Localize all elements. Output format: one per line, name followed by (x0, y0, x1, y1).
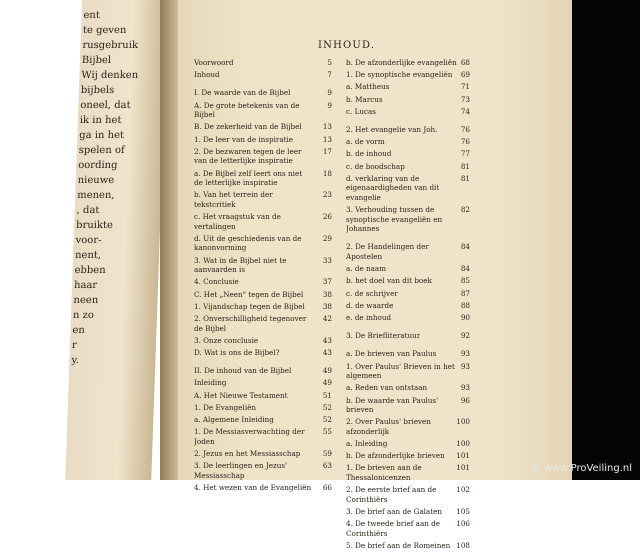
left-page-fragment: n zo (72, 310, 95, 321)
toc-entry-page: 37 (322, 277, 332, 287)
left-page-fragment: y. (71, 355, 80, 366)
toc-entry (346, 417, 470, 439)
toc-entry-label: a. de vorm (346, 137, 385, 147)
toc-entry-page: 102 (456, 485, 470, 495)
toc-entry-page: 49 (322, 366, 332, 376)
toc-entry (346, 276, 470, 288)
toc-entry-label: 1. Over Paulus' Brieven in het algemeen (346, 361, 455, 381)
toc-entry (194, 135, 332, 147)
toc-entry-label: c. de schrijver (346, 288, 398, 298)
toc-entry-label: 2. Onverschilligheid tegenover de Bijbel (194, 313, 307, 333)
toc-entry (194, 101, 332, 123)
toc-entry (194, 234, 332, 256)
toc-entry (194, 88, 332, 100)
toc-entry (346, 362, 470, 384)
left-page-fragment: ent (83, 10, 101, 21)
toc-entry (346, 439, 470, 451)
toc-entry-label: 2. De eerste brief aan de Corinthiërs (346, 485, 437, 504)
toc-entry-page: 29 (322, 233, 332, 243)
toc-entry (346, 82, 470, 94)
toc-entry-label: 2. Jezus en het Messiasschap (194, 448, 301, 458)
toc-entry-page: 42 (322, 313, 332, 323)
watermark: © www.ProVeiling.nl (530, 463, 632, 474)
toc-entry (194, 290, 332, 302)
left-page-fragment: Bijbel (81, 55, 112, 66)
toc-entry (346, 264, 470, 276)
toc-entry-page: 84 (460, 264, 470, 274)
toc-entry-label: b. De afzonderlijke brieven (346, 451, 445, 461)
toc-entry-page: 71 (460, 82, 470, 92)
toc-entry (346, 95, 470, 107)
toc-entry (194, 336, 332, 348)
toc-entry-label: b. Van het terrein der tekstcritiek (194, 190, 273, 209)
toc-entry (346, 541, 470, 553)
toc-entry-page: 81 (460, 173, 470, 183)
toc-entry-page: 63 (322, 461, 332, 471)
toc-entry-label: Inleiding (194, 378, 227, 388)
toc-entry-label: II. De inhoud van de Bijbel (194, 366, 292, 376)
toc-entry-label: d. de waarde (346, 300, 394, 310)
toc-entry-label: b. De waarde van Paulus' brieven (346, 395, 439, 415)
toc-entry (346, 313, 470, 325)
left-page (65, 0, 168, 480)
left-page-fragment: bijbels (80, 85, 115, 96)
left-page-fragment: Wij denken (81, 70, 139, 81)
toc-entry (194, 483, 332, 495)
toc-entry (194, 348, 332, 360)
toc-entry (194, 169, 332, 191)
toc-entry-label: 4. Het wezen van de Evangeliën (194, 482, 312, 492)
toc-entry-label: 1. De Messiasverwachting der Joden (194, 427, 305, 446)
toc-entry (194, 314, 332, 336)
toc-entry-page: 43 (322, 347, 332, 357)
toc-entry-page: 81 (460, 161, 470, 171)
toc-entry-label: 3. Verhouding tussen de synoptische evangeliën en Johannes (346, 205, 443, 234)
toc-entry-page: 93 (460, 383, 470, 393)
toc-entry-page: 68 (460, 58, 470, 67)
toc-entry-page: 17 (322, 146, 332, 156)
toc-entry (346, 137, 470, 149)
toc-entry-page: 82 (460, 205, 470, 215)
toc-entry-label: d. verklaring van de eigenaardigheden van dit evangelie (346, 173, 440, 202)
left-page-fragment: , dat (76, 205, 100, 216)
toc-entry-label: b. Marcus (346, 94, 383, 104)
toc-entry-page: 93 (460, 349, 470, 359)
toc-entry (194, 366, 332, 378)
left-page-fragment: menen, (76, 190, 115, 201)
toc-entry (346, 242, 470, 264)
toc-entry (194, 277, 332, 289)
toc-entry-label: a. Reden van ontstaan (346, 383, 428, 393)
toc-entry-page: 106 (456, 519, 470, 529)
toc-entry-label: A. De grote betekenis van de Bijbel (194, 100, 300, 120)
toc-entry (346, 125, 470, 137)
toc-entry-page: 5 (327, 58, 332, 67)
toc-entry (194, 403, 332, 415)
toc-entry-label: a. De Bijbel zelf leert ons niet de letterlijke inspiratie (194, 168, 303, 188)
toc-entry-page: 49 (322, 378, 332, 388)
toc-entry-label: I. De waarde van de Bijbel (194, 88, 291, 98)
toc-entry-label: B. De zekerheid van de Bijbel (194, 122, 302, 132)
toc-entry-page: 66 (322, 482, 332, 492)
toc-entry-label: a. Algemene Inleiding (194, 414, 274, 424)
toc-entry-page: 76 (460, 124, 470, 134)
toc-entry (194, 256, 332, 278)
toc-entry-page: 13 (322, 134, 332, 144)
toc-entry (194, 70, 332, 82)
toc-entry-page: 18 (322, 168, 332, 178)
toc-entry-label: b. de inhoud (346, 149, 392, 159)
toc-entry-label: a. de naam (346, 264, 387, 274)
toc-entry-page: 9 (327, 88, 332, 98)
toc-entry-page: 100 (456, 417, 470, 427)
toc-entry-label: 5. De brief aan de Romeinen (346, 540, 451, 550)
toc-entry-page: 108 (456, 540, 470, 550)
toc-entry-page: 38 (322, 301, 332, 311)
toc-entry (194, 58, 332, 70)
toc-entry (194, 147, 332, 169)
toc-entry (346, 349, 470, 361)
page-title: INHOUD. (318, 40, 376, 51)
toc-entry-page: 101 (456, 451, 470, 461)
toc-entry-label: 1. De leer van de inspiratie (194, 134, 294, 144)
left-page-fragment: te geven (82, 25, 127, 36)
toc-entry-page: 73 (460, 94, 470, 104)
left-page-fragment: nieuwe (77, 175, 115, 186)
toc-entry (346, 107, 470, 119)
left-page-fragment: nent, (74, 250, 102, 261)
left-page-fragment: spelen of (78, 145, 125, 156)
toc-entry-page: 13 (322, 122, 332, 132)
left-page-fragment: rusgebruik (82, 40, 139, 51)
toc-entry-page: 7 (327, 70, 332, 80)
toc-entry-page: 69 (460, 70, 470, 80)
toc-entry-page: 76 (460, 137, 470, 147)
toc-entry-label: A. Het Nieuwe Testament (194, 390, 288, 400)
left-page-fragment: haar (73, 280, 98, 291)
toc-entry-page: 100 (456, 439, 470, 449)
toc-entry (346, 519, 470, 541)
toc-entry-page: 101 (456, 463, 470, 473)
toc-entry (346, 463, 470, 485)
left-page-fragment: ebben (74, 265, 106, 276)
toc-entry-label: e. de inhoud (346, 312, 392, 322)
toc-entry-label: 1. De synoptische evangeliën (346, 70, 453, 80)
toc-entry (346, 289, 470, 301)
toc-entry-label: 2. Het evangelie van Joh. (346, 124, 438, 134)
toc-entry-label: 2. Over Paulus' brieven afzonderlijk (346, 417, 431, 436)
toc-entry-label: 1. De Evangeliën (194, 402, 256, 412)
toc-entry-page: 87 (460, 288, 470, 298)
toc-entry-label: 3. Onze conclusie (194, 335, 259, 345)
toc-entry-label: 1. De brieven aan de Thessalonicenzen (346, 463, 422, 483)
toc-entry-page: 52 (322, 402, 332, 412)
toc-entry-page: 55 (322, 427, 332, 437)
toc-entry-page: 88 (460, 300, 470, 310)
toc-entry (346, 331, 470, 343)
toc-entry-page: 52 (322, 414, 332, 424)
toc-entry-page: 26 (322, 212, 332, 222)
background-edge (572, 0, 640, 480)
toc-entry-page: 77 (460, 149, 470, 159)
toc-entry-label: b. De afzonderlijke evangeliën (346, 58, 457, 67)
toc-entry (346, 70, 470, 82)
toc-entry-label: 1. Vijandschap tegen de Bijbel (194, 301, 305, 311)
toc-entry (194, 449, 332, 461)
toc-entry-page: 74 (460, 106, 470, 116)
toc-entry-label: d. Uit de geschiedenis van de kanonvorming (194, 233, 302, 253)
toc-entry (346, 205, 470, 236)
toc-column-right (346, 58, 470, 553)
toc-entry (346, 162, 470, 174)
left-page-fragment: oording (78, 160, 118, 171)
toc-entry-page: 93 (460, 361, 470, 371)
toc-entry (194, 415, 332, 427)
toc-entry (346, 451, 470, 463)
left-page-fragment: r (71, 340, 77, 351)
toc-entry-label: b. het doel van dit boek (346, 276, 432, 286)
toc-entry-label: a. Inleiding (346, 439, 388, 449)
toc-entry-label: Voorwoord (194, 58, 234, 67)
left-page-fragment: ga in het (79, 130, 125, 141)
toc-entry-page: 59 (322, 448, 332, 458)
left-page-fragment: voor- (75, 235, 102, 246)
toc-entry-page: 23 (322, 190, 332, 200)
toc-entry-label: 3. De Briefliteratuur (346, 331, 421, 341)
toc-entry-page: 84 (460, 242, 470, 252)
left-page-fragment: bruikte (75, 220, 114, 231)
toc-entry-label: a. De brieven van Paulus (346, 349, 437, 359)
toc-entry-label: c. Lucas (346, 106, 376, 116)
toc-entry (194, 427, 332, 449)
toc-entry-page: 105 (456, 507, 470, 516)
toc-entry-label: 3. Wat in de Bijbel niet te aanvaarden is (194, 255, 287, 275)
toc-entry (346, 485, 470, 507)
toc-column-left (194, 58, 332, 495)
left-page-fragment: oneel, dat (80, 100, 131, 111)
toc-entry (346, 507, 470, 519)
toc-entry (346, 174, 470, 205)
toc-entry (346, 383, 470, 395)
toc-entry-page: 43 (322, 335, 332, 345)
toc-entry (194, 378, 332, 390)
toc-entry-label: a. Mattheus (346, 82, 390, 92)
toc-entry-page: 92 (460, 331, 470, 341)
toc-entry (346, 396, 470, 418)
toc-entry (194, 122, 332, 134)
toc-entry (194, 302, 332, 314)
toc-entry (346, 301, 470, 313)
toc-entry-label: 4. Conclusie (194, 277, 239, 287)
toc-entry-label: Inhoud (194, 70, 220, 80)
left-page-fragment: ik in het (79, 115, 122, 126)
toc-entry-label: c. Het vraagstuk van de vertalingen (194, 212, 281, 231)
toc-entry-page: 51 (322, 390, 332, 400)
left-page-fragment: neen (73, 295, 99, 306)
toc-entry-label: 3. De brief aan de Galaten (346, 507, 442, 516)
toc-entry-page: 90 (460, 312, 470, 322)
toc-entry-label: c. de boodschap (346, 161, 405, 171)
toc-entry-label: D. Wat is ons de Bijbel? (194, 347, 280, 357)
toc-entry-label: 2. De Handelingen der Apostelen (346, 242, 429, 262)
toc-entry-page: 33 (322, 255, 332, 265)
toc-entry-label: C. Het „Neen" tegen de Bijbel (194, 289, 304, 299)
toc-entry-label: 2. De bezwaren tegen de leer van de letterlijke inspiratie (194, 146, 302, 166)
toc-entry (346, 149, 470, 161)
toc-entry-page: 85 (460, 276, 470, 286)
toc-entry-label: 4. De tweede brief aan de Corinthiërs (346, 519, 441, 538)
toc-entry-page: 96 (460, 395, 470, 405)
toc-entry (346, 58, 470, 70)
toc-entry-page: 9 (327, 100, 332, 110)
toc-entry (194, 212, 332, 234)
left-page-fragment: en (72, 325, 86, 336)
toc-entry-page: 38 (322, 289, 332, 299)
toc-entry-label: 3. De leerlingen en Jezus' Messiasschap (194, 461, 288, 480)
toc-entry (194, 190, 332, 212)
toc-entry (194, 391, 332, 403)
